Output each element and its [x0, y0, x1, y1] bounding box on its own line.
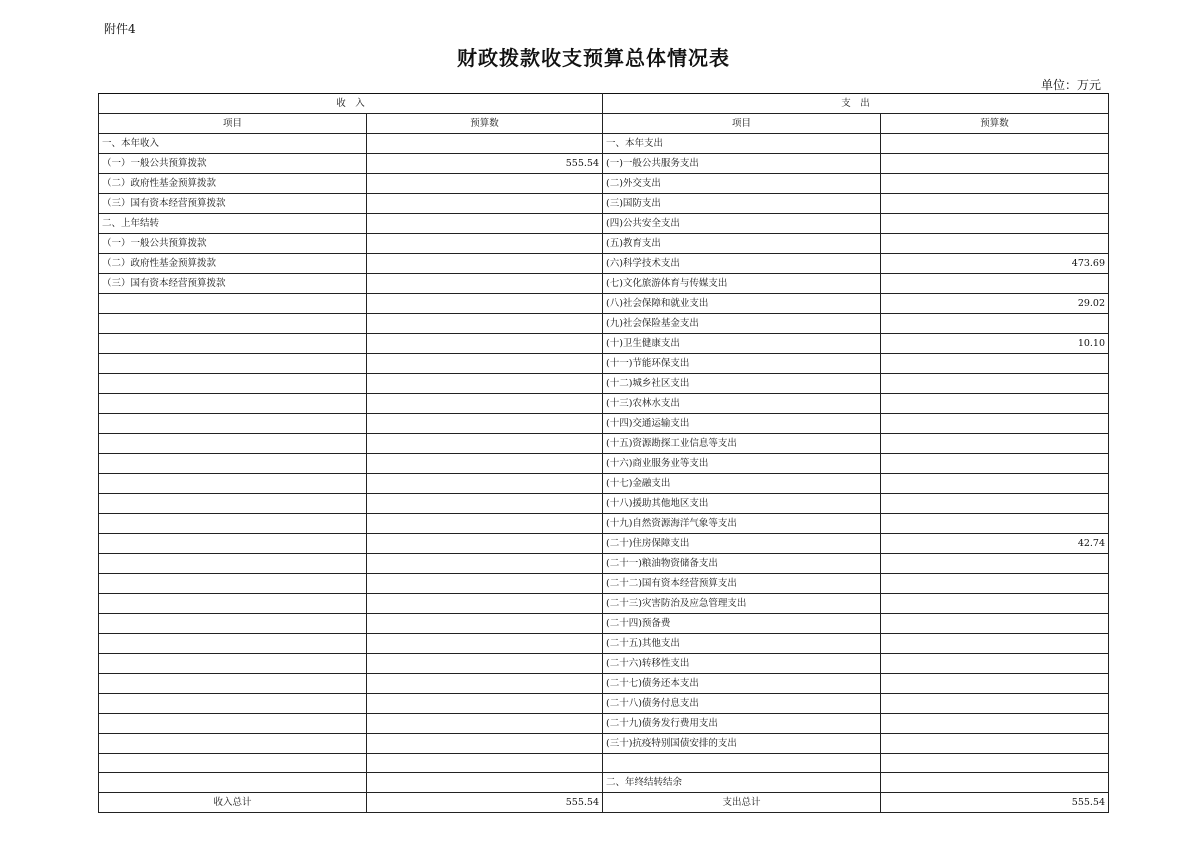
table-row — [99, 154, 1109, 174]
expense-value-cell — [881, 374, 1109, 394]
expense-value-cell — [881, 654, 1109, 674]
expense-item-cell: (三十)抗疫特别国债安排的支出 — [603, 734, 881, 754]
expense-value-cell: 29.02 — [881, 294, 1109, 314]
income-item-cell — [99, 454, 367, 474]
expense-value-cell: 42.74 — [881, 534, 1109, 554]
income-value-cell — [367, 714, 603, 734]
income-item-cell — [99, 474, 367, 494]
table-row — [99, 514, 1109, 534]
expense-item-cell: 一、本年支出 — [603, 134, 881, 154]
expense-total-value: 555.54 — [881, 793, 1109, 813]
income-item-cell — [99, 434, 367, 454]
income-value-cell — [367, 274, 603, 294]
expense-item-cell: (二十八)债务付息支出 — [603, 694, 881, 714]
expense-value-cell — [881, 394, 1109, 414]
income-item-cell — [99, 354, 367, 374]
table-row — [99, 254, 1109, 274]
income-item-cell — [99, 694, 367, 714]
income-value-cell — [367, 334, 603, 354]
expense-item-cell: (二)外交支出 — [603, 174, 881, 194]
income-value-cell — [367, 254, 603, 274]
income-item-cell — [99, 754, 367, 773]
income-value-cell — [367, 534, 603, 554]
expense-value-cell — [881, 694, 1109, 714]
expense-section-header: 支 出 — [603, 94, 1109, 114]
income-item-cell: （二）政府性基金预算拨款 — [99, 174, 367, 194]
income-value-cell — [367, 594, 603, 614]
expense-value-cell — [881, 734, 1109, 754]
income-value-cell — [367, 574, 603, 594]
income-value-cell — [367, 674, 603, 694]
expense-item-cell: (十九)自然资源海洋气象等支出 — [603, 514, 881, 534]
expense-value-cell — [881, 754, 1109, 773]
income-item-cell — [99, 374, 367, 394]
income-item-cell — [99, 294, 367, 314]
table-row — [99, 454, 1109, 474]
income-value-cell — [367, 694, 603, 714]
income-value-cell — [367, 454, 603, 474]
income-item-cell — [99, 534, 367, 554]
section-header-row — [99, 94, 1109, 114]
income-value-cell — [367, 234, 603, 254]
income-item-cell — [99, 674, 367, 694]
expense-item-cell: (二十九)债务发行费用支出 — [603, 714, 881, 734]
income-value-cell — [367, 314, 603, 334]
income-value-cell — [367, 554, 603, 574]
table-row — [99, 354, 1109, 374]
expense-item-cell: (九)社会保险基金支出 — [603, 314, 881, 334]
income-item-cell — [99, 773, 367, 793]
totals-row — [99, 793, 1109, 813]
expense-item-cell: (十八)援助其他地区支出 — [603, 494, 881, 514]
income-value-cell — [367, 754, 603, 773]
table-row — [99, 554, 1109, 574]
expense-item-cell: (十七)金融支出 — [603, 474, 881, 494]
income-item-cell — [99, 554, 367, 574]
table-row — [99, 534, 1109, 554]
table-row — [99, 674, 1109, 694]
expense-value-cell — [881, 634, 1109, 654]
income-item-cell — [99, 574, 367, 594]
table-row — [99, 214, 1109, 234]
expense-item-cell: (五)教育支出 — [603, 234, 881, 254]
income-item-cell — [99, 494, 367, 514]
expense-item-cell: (二十七)债务还本支出 — [603, 674, 881, 694]
income-value-cell — [367, 773, 603, 793]
income-item-cell — [99, 734, 367, 754]
expense-value-cell — [881, 214, 1109, 234]
income-item-cell — [99, 394, 367, 414]
expense-item-cell: (八)社会保障和就业支出 — [603, 294, 881, 314]
income-value-cell — [367, 174, 603, 194]
expense-item-cell: (二十五)其他支出 — [603, 634, 881, 654]
income-item-cell: （三）国有资本经营预算拨款 — [99, 274, 367, 294]
table-row — [99, 394, 1109, 414]
income-item-header: 项目 — [99, 114, 367, 134]
table-row — [99, 374, 1109, 394]
income-item-cell — [99, 514, 367, 534]
expense-value-cell — [881, 674, 1109, 694]
expense-item-cell: (十六)商业服务业等支出 — [603, 454, 881, 474]
income-section-header: 收 入 — [99, 94, 603, 114]
table-row — [99, 474, 1109, 494]
income-value-cell — [367, 494, 603, 514]
income-item-cell: （一）一般公共预算拨款 — [99, 234, 367, 254]
income-item-cell — [99, 414, 367, 434]
income-value-cell — [367, 194, 603, 214]
expense-value-cell — [881, 274, 1109, 294]
expense-value-cell — [881, 554, 1109, 574]
expense-value-cell — [881, 154, 1109, 174]
table-row — [99, 754, 1109, 773]
expense-value-cell — [881, 174, 1109, 194]
table-row — [99, 314, 1109, 334]
table-row — [99, 494, 1109, 514]
expense-item-cell: (十一)节能环保支出 — [603, 354, 881, 374]
expense-budget-header: 预算数 — [881, 114, 1109, 134]
income-value-cell — [367, 434, 603, 454]
table-row — [99, 694, 1109, 714]
table-row — [99, 274, 1109, 294]
table-row — [99, 414, 1109, 434]
column-header-row — [99, 114, 1109, 134]
income-item-cell: （三）国有资本经营预算拨款 — [99, 194, 367, 214]
expense-item-cell: (七)文化旅游体育与传媒支出 — [603, 274, 881, 294]
income-value-cell — [367, 474, 603, 494]
table-row — [99, 614, 1109, 634]
table-row — [99, 194, 1109, 214]
income-value-cell — [367, 394, 603, 414]
expense-value-cell — [881, 414, 1109, 434]
expense-item-cell: (二十二)国有资本经营预算支出 — [603, 574, 881, 594]
expense-total-label: 支出总计 — [603, 793, 881, 813]
expense-value-cell — [881, 773, 1109, 793]
expense-value-cell — [881, 514, 1109, 534]
expense-item-cell: (一)一般公共服务支出 — [603, 154, 881, 174]
income-total-label: 收入总计 — [99, 793, 367, 813]
table-row — [99, 174, 1109, 194]
expense-value-cell — [881, 354, 1109, 374]
expense-item-header: 项目 — [603, 114, 881, 134]
income-item-cell: （二）政府性基金预算拨款 — [99, 254, 367, 274]
income-item-cell — [99, 634, 367, 654]
unit-label: 单位：万元 — [1040, 78, 1101, 92]
attachment-label: 附件4 — [104, 22, 136, 36]
expense-item-cell: 二、年终结转结余 — [603, 773, 881, 793]
expense-value-cell: 473.69 — [881, 254, 1109, 274]
expense-value-cell — [881, 434, 1109, 454]
income-total-value: 555.54 — [367, 793, 603, 813]
expense-item-cell: (六)科学技术支出 — [603, 254, 881, 274]
income-value-cell — [367, 214, 603, 234]
expense-item-cell: (二十六)转移性支出 — [603, 654, 881, 674]
table-row — [99, 134, 1109, 154]
income-item-cell — [99, 654, 367, 674]
table-row — [99, 734, 1109, 754]
income-item-cell: （一）一般公共预算拨款 — [99, 154, 367, 174]
expense-item-cell: (二十一)粮油物资储备支出 — [603, 554, 881, 574]
income-value-cell — [367, 654, 603, 674]
expense-value-cell — [881, 494, 1109, 514]
expense-value-cell: 10.10 — [881, 334, 1109, 354]
expense-value-cell — [881, 474, 1109, 494]
expense-value-cell — [881, 134, 1109, 154]
expense-value-cell — [881, 194, 1109, 214]
table-row — [99, 234, 1109, 254]
budget-table-body — [99, 94, 1109, 813]
expense-item-cell: (十三)农林水支出 — [603, 394, 881, 414]
expense-value-cell — [881, 574, 1109, 594]
expense-value-cell — [881, 454, 1109, 474]
expense-value-cell — [881, 714, 1109, 734]
income-value-cell — [367, 354, 603, 374]
table-row — [99, 714, 1109, 734]
income-value-cell — [367, 514, 603, 534]
expense-item-cell: (四)公共安全支出 — [603, 214, 881, 234]
income-value-cell — [367, 134, 603, 154]
budget-table — [98, 93, 1109, 813]
income-value-cell — [367, 614, 603, 634]
expense-value-cell — [881, 614, 1109, 634]
expense-item-cell: (十五)资源勘探工业信息等支出 — [603, 434, 881, 454]
expense-value-cell — [881, 594, 1109, 614]
income-item-cell — [99, 334, 367, 354]
table-row — [99, 294, 1109, 314]
expense-item-cell: (十二)城乡社区支出 — [603, 374, 881, 394]
income-value-cell — [367, 734, 603, 754]
income-item-cell: 二、上年结转 — [99, 214, 367, 234]
table-row — [99, 334, 1109, 354]
income-item-cell — [99, 314, 367, 334]
expense-item-cell: (二十四)预备费 — [603, 614, 881, 634]
table-row — [99, 594, 1109, 614]
expense-value-cell — [881, 314, 1109, 334]
expense-item-cell: (二十)住房保障支出 — [603, 534, 881, 554]
expense-item-cell — [603, 754, 881, 773]
income-item-cell: 一、本年收入 — [99, 134, 367, 154]
expense-item-cell: (十四)交通运输支出 — [603, 414, 881, 434]
page-title: 财政拨款收支预算总体情况表 — [457, 46, 730, 70]
income-item-cell — [99, 594, 367, 614]
income-value-cell — [367, 374, 603, 394]
expense-item-cell: (十)卫生健康支出 — [603, 334, 881, 354]
income-value-cell: 555.54 — [367, 154, 603, 174]
income-item-cell — [99, 614, 367, 634]
table-row — [99, 634, 1109, 654]
income-budget-header: 预算数 — [367, 114, 603, 134]
table-row — [99, 434, 1109, 454]
expense-item-cell: (二十三)灾害防治及应急管理支出 — [603, 594, 881, 614]
table-row — [99, 773, 1109, 793]
table-row — [99, 574, 1109, 594]
expense-value-cell — [881, 234, 1109, 254]
income-value-cell — [367, 294, 603, 314]
income-value-cell — [367, 634, 603, 654]
table-row — [99, 654, 1109, 674]
income-item-cell — [99, 714, 367, 734]
expense-item-cell: (三)国防支出 — [603, 194, 881, 214]
income-value-cell — [367, 414, 603, 434]
